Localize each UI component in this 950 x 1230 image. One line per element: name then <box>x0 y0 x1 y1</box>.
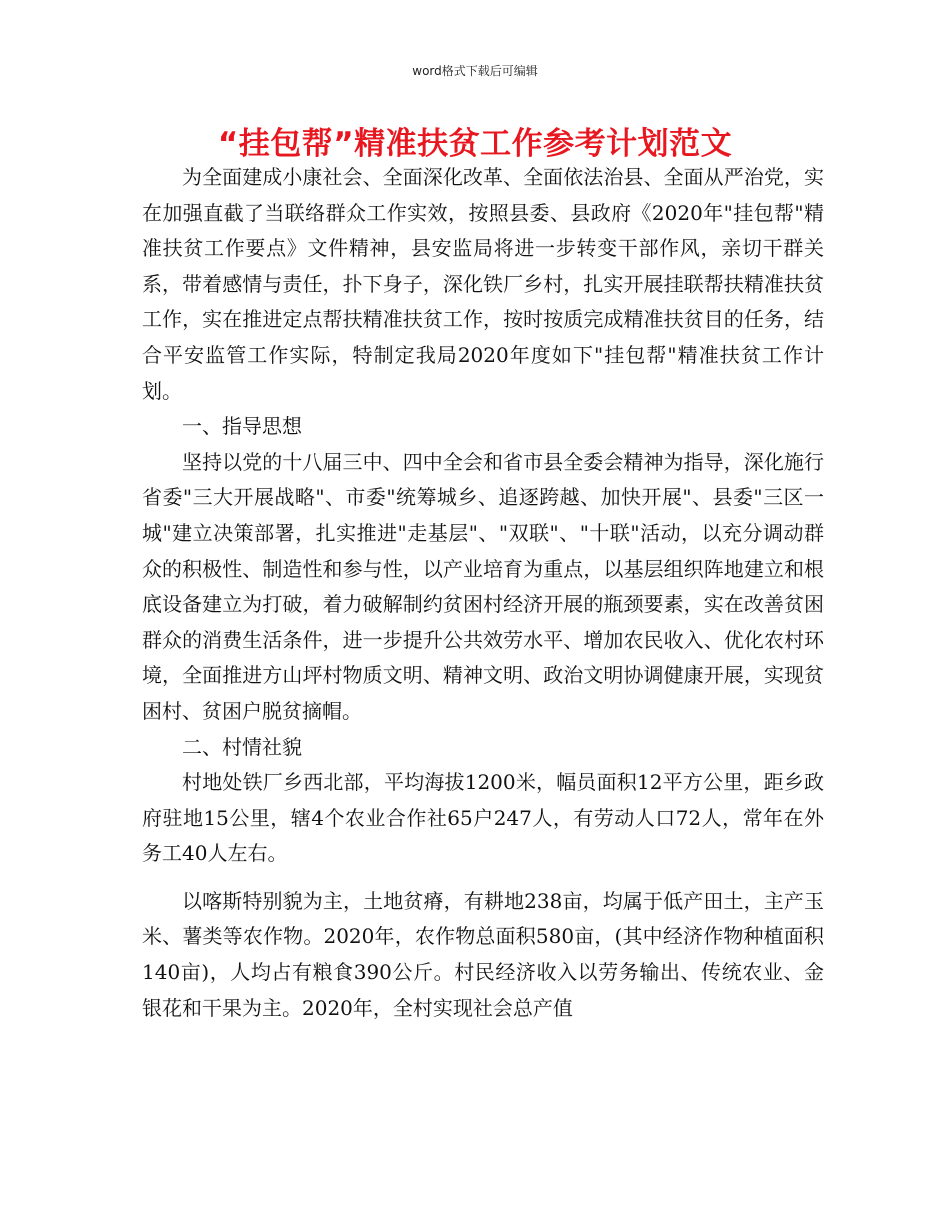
paragraph-intro: 为全面建成小康社会、全面深化改革、全面依法治县、全面从严治党，实在加强直截了当联络群众工作实效，按照县委、县政府《2020年"挂包帮"精准扶贫工作要点》文件精神，县安监局将进一步转变干部作风，亲切干群关系，带着感情与责任，扑下身子，深化铁厂乡村，扎实开展挂联帮扶精准扶贫工作，实在推进定点帮扶精准扶贫工作，按时按质完成精准扶贫目的任务，结合平安监管工作实际，特制定我局2020年度如下"挂包帮"精准扶贫工作计划。 <box>142 165 824 403</box>
heading-guiding-ideology: 一、指导思想 <box>182 414 302 439</box>
paragraph-guiding-ideology: 坚持以党的十八届三中、四中全会和省市县全委会精神为指导，深化施行省委"三大开展战略"、市委"统筹城乡、追逐跨越、加快开展"、县委"三区一城"建立决策部署，扎实推进"走基层"、"双联"、"十联"活动，以充分调动群众的积极性、制造性和参与性，以产业培育为重点，以基层组织阵地建立和根底设备建立为打破，着力破解制约贫困村经济开展的瓶颈要素，实在改善贫困群众的消费生活条件，进一步提升公共效劳水平、增加农民收入、优化农村环境，全面推进方山坪村物质文明、精神文明、政治文明协调健康开展，实现贫困村、贫困户脱贫摘帽。 <box>142 449 824 723</box>
page-header-note: word格式下载后可编辑 <box>412 64 538 78</box>
paragraph-village-agriculture: 以喀斯特别貌为主，土地贫瘠，有耕地238亩，均属于低产田土，主产玉米、薯类等农作物。2020年，农作物总面积580亩，(其中经济作物种植面积140亩)，人均占有粮食390公斤。村民经济收入以劳务输出、传统农业、金银花和干果为主。2020年，全村实现社会总产值 <box>142 888 824 1020</box>
document-title: “挂包帮”精准扶贫工作参考计划范文 <box>217 126 733 162</box>
heading-village-profile: 二、村情社貌 <box>182 734 302 759</box>
paragraph-village-location: 村地处铁厂乡西北部，平均海拔1200米，幅员面积12平方公里，距乡政府驻地15公里，辖4个农业合作社65户247人，有劳动人口72人，常年在外务工40人左右。 <box>142 770 824 866</box>
document-body <box>142 160 824 1026</box>
